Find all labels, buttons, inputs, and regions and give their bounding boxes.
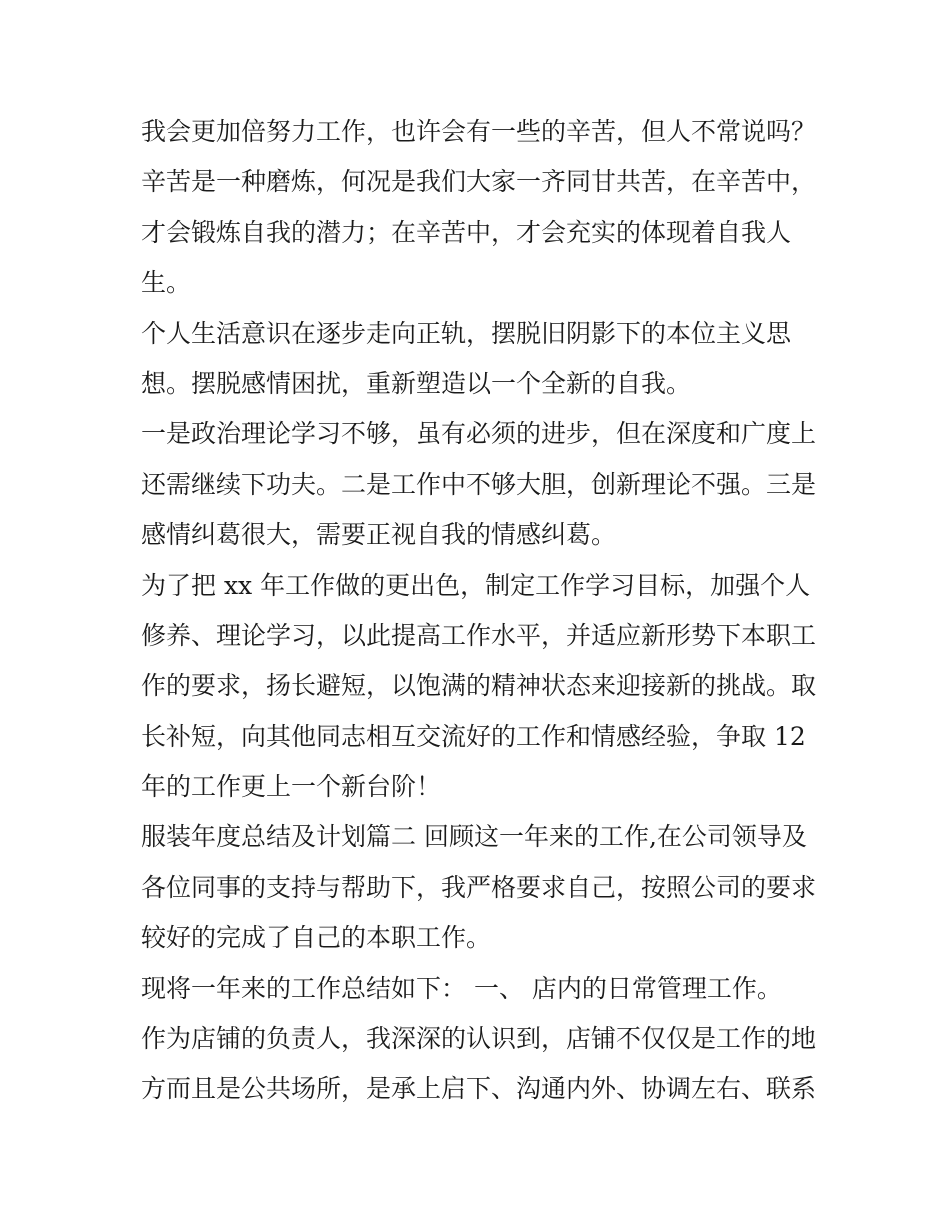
text-line: 年的工作更上一个新台阶！ [141,772,442,802]
text-line: 生。 [141,268,192,298]
text-line: 各位同事的支持与帮助下，我严格要求自己，按照公司的要求 [141,872,817,902]
text-line: 现将一年来的工作总结如下： 一、 店内的日常管理工作。 [141,973,782,1003]
text-line: 个人生活意识在逐步走向正轨，摆脱旧阴影下的本位主义思 [141,318,792,348]
document-body [141,107,821,1115]
text-line: 还需继续下功夫。二是工作中不够大胆，创新理论不强。三是 [141,469,817,499]
text-line: 我会更加倍努力工作，也许会有一些的辛苦，但人不常说吗？ [141,117,817,146]
text-line: 一是政治理论学习不够，虽有必须的进步，但在深度和广度上 [141,419,817,449]
text-line: 作的要求，扬长避短，以饱满的精神状态来迎接新的挑战。取 [141,671,817,701]
text-line: 修养、理论学习，以此提高工作水平，并适应新形势下本职工 [141,620,817,650]
text-line: 作为店铺的负责人，我深深的认识到，店铺不仅仅是工作的地 [141,1024,817,1054]
text-line: 服装年度总结及计划篇二 回顾这一年来的工作,在公司领导及 [141,822,807,852]
text-line: 方而且是公共场所，是承上启下、沟通内外、协调左右、联系 [141,1074,817,1104]
text-line: 为了把 xx 年工作做的更出色，制定工作学习目标，加强个人 [141,570,811,600]
text-line: 辛苦是一种磨炼，何况是我们大家一齐同甘共苦，在辛苦中， [141,167,817,197]
text-line: 感情纠葛很大，需要正视自我的情感纠葛。 [141,520,617,550]
text-line: 长补短，向其他同志相互交流好的工作和情感经验，争取 12 [141,721,806,751]
text-line: 想。摆脱感情困扰，重新塑造以一个全新的自我。 [141,368,692,398]
text-line: 较好的完成了自己的本职工作。 [141,923,492,953]
text-line: 才会锻炼自我的潜力；在辛苦中，才会充实的体现着自我人 [141,217,792,247]
